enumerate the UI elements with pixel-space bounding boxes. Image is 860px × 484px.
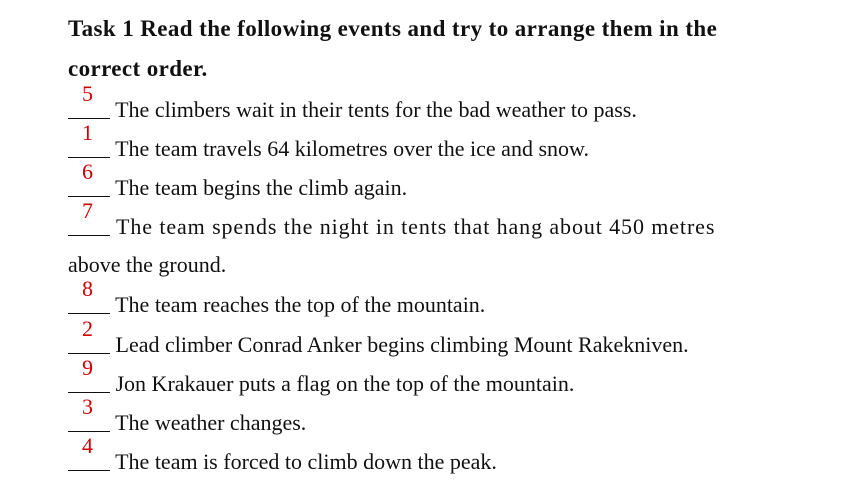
blank-underline bbox=[68, 196, 110, 197]
blank-underline bbox=[68, 392, 110, 393]
event-text: The climbers wait in their tents for the bad weather to pass. bbox=[115, 97, 637, 122]
event-text: The team travels 64 kilometres over the ice and snow. bbox=[115, 136, 589, 161]
list-item bbox=[68, 276, 486, 318]
blank-underline bbox=[68, 353, 110, 354]
answer-number: 1 bbox=[82, 120, 93, 145]
task-title-line-2: correct order. bbox=[68, 56, 208, 81]
answer-number: 9 bbox=[82, 355, 93, 380]
list-item bbox=[68, 120, 589, 162]
event-text: The team begins the climb again. bbox=[115, 175, 408, 200]
answer-blank bbox=[68, 159, 110, 195]
answer-number: 6 bbox=[82, 159, 93, 184]
answer-blank bbox=[68, 433, 110, 469]
answer-number: 5 bbox=[82, 81, 93, 106]
event-text: The team spends the night in tents that hang about 450 metres bbox=[116, 214, 716, 239]
blank-underline bbox=[68, 235, 110, 236]
list-item bbox=[68, 316, 689, 358]
answer-blank bbox=[68, 355, 110, 391]
list-item bbox=[68, 433, 497, 475]
answer-blank bbox=[68, 394, 110, 430]
blank-underline bbox=[68, 470, 110, 471]
blank-underline bbox=[68, 431, 110, 432]
event-text: Lead climber Conrad Anker begins climbing Mount Rakekniven. bbox=[115, 332, 689, 357]
blank-underline bbox=[68, 313, 110, 314]
list-item bbox=[68, 394, 307, 436]
task-title-line-1: Task 1 Read the following events and try to arrange them in the bbox=[68, 16, 718, 41]
answer-blank bbox=[68, 120, 110, 156]
answer-number: 4 bbox=[82, 433, 93, 458]
event-text: Jon Krakauer puts a flag on the top of the mountain. bbox=[115, 371, 575, 396]
answer-number: 2 bbox=[82, 316, 93, 341]
answer-blank bbox=[68, 81, 110, 117]
event-text: The team is forced to climb down the peak. bbox=[115, 449, 497, 474]
answer-number: 3 bbox=[82, 394, 93, 419]
list-item bbox=[68, 198, 716, 240]
event-text: The team reaches the top of the mountain. bbox=[115, 292, 486, 317]
event-text: The weather changes. bbox=[115, 410, 307, 435]
list-item bbox=[68, 81, 637, 123]
answer-blank bbox=[68, 276, 110, 312]
answer-blank bbox=[68, 198, 110, 234]
list-item bbox=[68, 355, 575, 397]
event-text-continuation: above the ground. bbox=[68, 252, 227, 277]
answer-number: 8 bbox=[82, 276, 93, 301]
answer-blank bbox=[68, 316, 110, 352]
answer-number: 7 bbox=[82, 198, 94, 223]
blank-underline bbox=[68, 157, 110, 158]
list-item bbox=[68, 159, 408, 201]
blank-underline bbox=[68, 118, 110, 119]
